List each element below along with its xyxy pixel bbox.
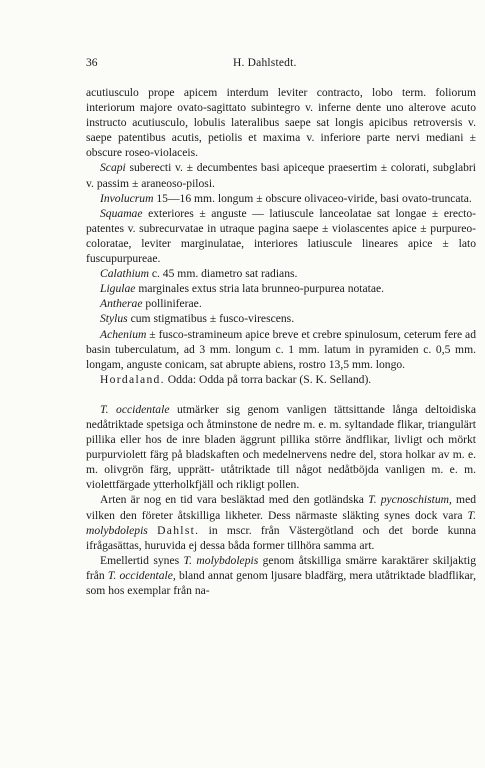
term-involucrum: Involucrum — [100, 191, 154, 205]
arten-taxon-molybdolepis: T. molybdolepis — [86, 508, 476, 537]
section-spacer — [86, 387, 476, 402]
locality-text: Odda: Odda på torra backar (S. K. Selland). — [164, 372, 372, 386]
paragraph-emellertid — [86, 553, 476, 598]
text-achenium: ± fusco-stramineum apice breve et crebre spinulosum, ceterum fere ad basin tuberculatum, ad 3 mm. longum c. 1 mm. latum in pyramiden c. 0,5 mm. longam, anguste conicam, sat abrupte abiens, rostro 13,5 mm. longo. — [86, 327, 476, 371]
text-scapi: suberecti v. ± decumbentes basi apiceque praesertim ± colorati, subglabri v. passim ± araneoso-pilosi. — [86, 161, 476, 190]
emellertid-taxon-molybdolepis: T. molybdolepis — [183, 553, 259, 567]
term-ligulae: Ligulae — [100, 282, 136, 296]
arten-text-h: in mscr. från Västergötland och det borde kunna ifrågasättas, huruvida ej dessa båda former tillhöra samma art. — [86, 523, 476, 552]
paragraph-arten — [86, 492, 476, 552]
text-occidentale: utmärker sig genom vanligen tättsittande långa deltoidiska nedåtriktade spetsiga och åtminstone de nedre m. e. m. syltandade flikar, triangulärt pillika eller hos de inre bladen äggrunt pillika större ändflikar, livligt och mörkt purpurviolett färg på bladskaften och medelnervens nedre del, stora holkar av m. e. m. olivgrön färg, upprätt- utåtriktade till något nedåtböjda vanligen m. e. m. violettfärgade ytterholkfjäll och rikligt pollen. — [86, 402, 476, 492]
text-stylus: cum stigmatibus ± fusco-virescens. — [127, 312, 295, 326]
term-antherae: Antherae — [100, 297, 143, 311]
arten-text-a: Arten är — [100, 493, 144, 507]
paragraph-squamae — [86, 206, 476, 266]
term-occidentale: T. occidentale — [100, 402, 170, 416]
emellertid-text-a: Emellertid synes — [100, 553, 184, 567]
paragraph-involucrum — [86, 191, 476, 206]
page-header — [86, 57, 455, 71]
arten-taxon-pycnoschistum: T. pycnoschistum, — [368, 493, 452, 507]
text-antherae: polliniferae. — [142, 297, 202, 311]
emellertid-taxon-occidentale: T. occidentale, — [107, 568, 176, 582]
running-title: H. Dahlstedt. — [233, 57, 297, 69]
text-squamae: exteriores ± anguste — latiuscule lanceolatae sat longae ± erecto-patentes v. subrecurvatae in utraque pagina saepe ± violascentes apice ± purpureo-coloratae, leviter marginulatae, interiores latiuscule lineares apice ± lato fuscupurpureae. — [86, 206, 476, 266]
paragraph-achenium — [86, 327, 476, 372]
arten-text-b: nog — [143, 493, 162, 507]
paragraph-occidentale — [86, 402, 476, 493]
paragraph-ligulae — [86, 281, 476, 296]
emellertid-text-c: genom åtskilliga smärre karaktärer skiljaktig från — [86, 553, 476, 582]
term-squamae: Squamae — [100, 206, 143, 220]
term-calathium: Calathium — [100, 267, 149, 281]
term-scapi: Scapi — [100, 161, 126, 175]
paragraph-locality — [86, 372, 476, 387]
paragraph-stylus — [86, 311, 476, 326]
text-involucrum: 15—16 mm. longum ± obscure olivaceo-viride, basi ovato-truncata. — [153, 191, 472, 205]
emellertid-text-e: bland annat genom ljusare bladfärg, mera utåtriktade bladflikar, som hos exemplar från na- — [86, 568, 476, 597]
arten-text-e: med vilken den företer åtskilliga likheter. Dess närmaste släkting synes dock vara — [86, 493, 477, 522]
paragraph-antherae — [86, 296, 476, 311]
paragraph-continuation: acutiusculo prope apicem interdum leviter contracto, lobo term. foliorum interiorum majore ovato-sagittato subintegro v. inferne dente uno alterove acuto instructo acutiusculo, lobulis lateralibus saepe sat longis apicibus retroversis v. saepe patentibus acutis, petiolis et maxima v. inferiore parte nervi mediani ± obscure roseo-violaceis. — [86, 86, 476, 160]
arten-author: Dahlst. — [157, 523, 200, 537]
locality-region: Hordaland. — [100, 372, 165, 386]
text-body — [86, 85, 476, 598]
paragraph-scapi — [86, 160, 476, 190]
paragraph-calathium — [86, 266, 476, 281]
page-number: 36 — [86, 57, 98, 69]
term-stylus: Stylus — [100, 312, 128, 326]
arten-text-c: en tid vara besläktad med den gotländska — [161, 493, 369, 507]
text-calathium: c. 45 mm. diametro sat radians. — [148, 267, 298, 281]
term-achenium: Achenium — [100, 327, 147, 341]
text-ligulae: marginales extus stria lata brunneo-purpurea notatae. — [135, 282, 385, 296]
